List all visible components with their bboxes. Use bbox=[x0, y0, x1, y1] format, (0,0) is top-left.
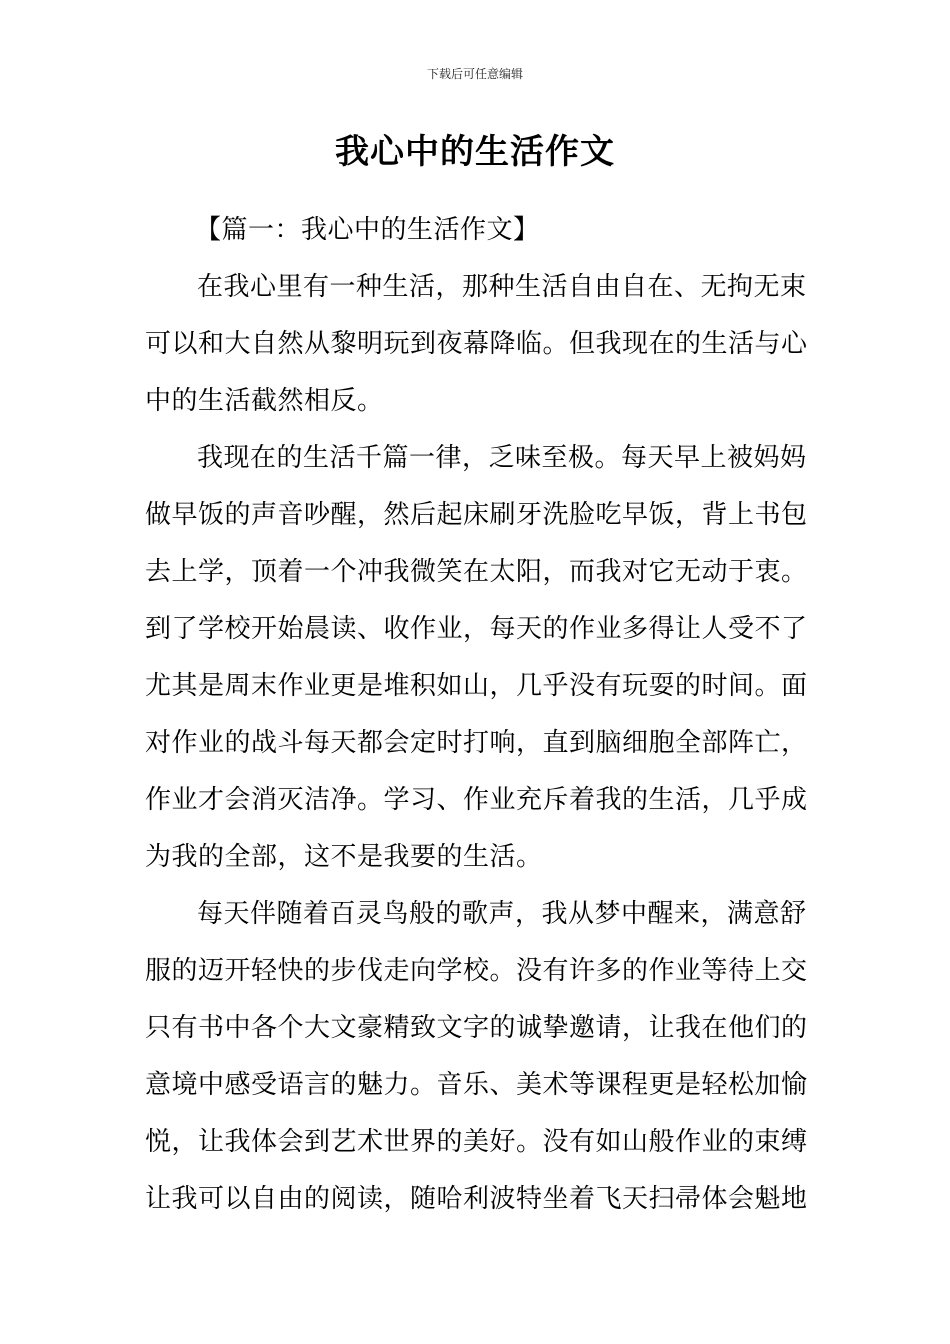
paragraph-2-line-5: 尤其是周末作业更是堆积如山，几乎没有玩耍的时间。面 bbox=[145, 671, 808, 701]
paragraph-1-line-2: 可以和大自然从黎明玩到夜幕降临。但我现在的生活与心 bbox=[145, 329, 808, 359]
paragraph-2-line-2: 做早饭的声音吵醒，然后起床刷牙洗脸吃早饭，背上书包 bbox=[145, 500, 808, 530]
section-heading: 【篇一：我心中的生活作文】 bbox=[195, 215, 540, 245]
paragraph-3-line-3: 只有书中各个大文豪精致文字的诚挚邀请，让我在他们的 bbox=[145, 1013, 808, 1043]
paragraph-2-line-7: 作业才会消灭洁净。学习、作业充斥着我的生活，几乎成 bbox=[145, 785, 808, 815]
paragraph-2-line-3: 去上学，顶着一个冲我微笑在太阳，而我对它无动于衷。 bbox=[145, 557, 808, 587]
header-note: 下载后可任意编辑 bbox=[426, 67, 523, 81]
paragraph-3-line-4: 意境中感受语言的魅力。音乐、美术等课程更是轻松加愉 bbox=[145, 1070, 808, 1100]
document-body bbox=[145, 202, 808, 1228]
paragraph-3-line-6: 让我可以自由的阅读，随哈利波特坐着飞天扫帚体会魁地 bbox=[145, 1184, 808, 1214]
paragraph-2-line-4: 到了学校开始晨读、收作业，每天的作业多得让人受不了 bbox=[145, 614, 808, 644]
paragraph-1-line-1: 在我心里有一种生活，那种生活自由自在、无拘无束 bbox=[197, 272, 807, 302]
paragraph-3-line-2: 服的迈开轻快的步伐走向学校。没有许多的作业等待上交 bbox=[145, 956, 808, 986]
paragraph-2-line-8: 为我的全部，这不是我要的生活。 bbox=[145, 842, 543, 872]
paragraph-2-line-6: 对作业的战斗每天都会定时打响，直到脑细胞全部阵亡， bbox=[145, 728, 808, 758]
paragraph-3-line-1: 每天伴随着百灵鸟般的歌声，我从梦中醒来，满意舒 bbox=[197, 899, 807, 929]
paragraph-3-line-5: 悦，让我体会到艺术世界的美好。没有如山般作业的束缚 bbox=[145, 1127, 808, 1157]
document-title: 我心中的生活作文 bbox=[335, 132, 615, 172]
paragraph-2-line-1: 我现在的生活千篇一律，乏味至极。每天早上被妈妈 bbox=[197, 443, 807, 473]
paragraph-1-line-3: 中的生活截然相反。 bbox=[145, 386, 384, 416]
